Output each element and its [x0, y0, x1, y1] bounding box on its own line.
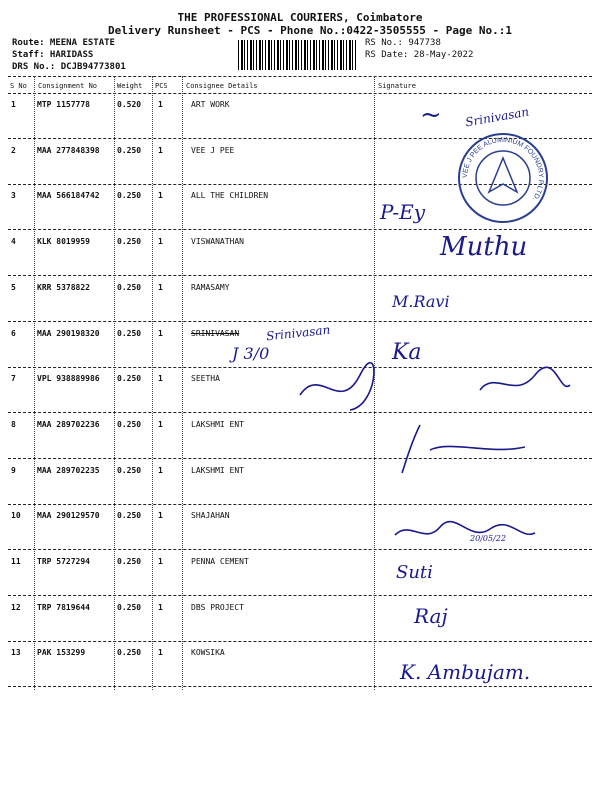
row-separator [8, 229, 592, 230]
company-stamp [455, 130, 551, 226]
route-label: Route: MEENA ESTATE [12, 38, 115, 48]
staff-label: Staff: HARIDASS [12, 50, 94, 60]
row-weight: 0.250 [117, 374, 142, 383]
row-weight: 0.250 [117, 146, 142, 155]
col-header-weight: Weight [117, 82, 143, 90]
handwritten-signature: Ka [392, 340, 422, 365]
drs-number: DRS No.: DCJB94773801 [12, 62, 126, 72]
svg-text:VEE J PEE ALUMINIUM FOUNDRY P. [462, 137, 544, 202]
row-sno: 5 [11, 283, 16, 292]
row-pcs: 1 [158, 420, 163, 429]
row-weight: 0.250 [117, 557, 142, 566]
rs-number: RS No.: 947738 [365, 38, 441, 48]
row-pcs: 1 [158, 557, 163, 566]
row-consignee: ART WORK [191, 100, 230, 109]
row-pcs: 1 [158, 603, 163, 612]
row-consignee: SEETHA [191, 374, 220, 383]
col-divider [114, 76, 115, 690]
row-separator [8, 641, 592, 642]
handwritten-signature: M.Ravi [392, 292, 450, 311]
row-weight: 0.250 [117, 283, 142, 292]
row-weight: 0.250 [117, 466, 142, 475]
row-weight: 0.250 [117, 420, 142, 429]
barcode [238, 40, 356, 70]
row-separator [8, 504, 592, 505]
handwritten-name: Srinivasan [464, 104, 531, 130]
row-pcs: 1 [158, 466, 163, 475]
row-pcs: 1 [158, 511, 163, 520]
handwritten-signature: K. Ambujam. [400, 660, 531, 684]
row-consignment-no: KLK 8019959 [37, 237, 90, 246]
row-pcs: 1 [158, 374, 163, 383]
row-sno: 12 [11, 603, 21, 612]
row-pcs: 1 [158, 283, 163, 292]
signature-mark: ~ [420, 100, 442, 130]
handwritten-note: J 3/0 [232, 344, 270, 363]
row-consignment-no: KRR 5378822 [37, 283, 90, 292]
handwritten-name: Srinivasan [265, 322, 331, 344]
row-consignee: LAKSHMI ENT [191, 466, 244, 475]
document-title: THE PROFESSIONAL COURIERS, Coimbatore [177, 11, 423, 24]
table-top-rule [8, 76, 592, 77]
scribble-signatures [290, 355, 590, 475]
row-consignee: PENNA CEMENT [191, 557, 249, 566]
scribble-signature [390, 515, 540, 555]
row-consignment-no: PAK 153299 [37, 648, 86, 657]
col-divider [182, 76, 183, 690]
row-sno: 13 [11, 648, 21, 657]
row-pcs: 1 [158, 191, 163, 200]
col-header-pcs: PCS [155, 82, 168, 90]
row-consignment-no: MTP 1157778 [37, 100, 90, 109]
row-weight: 0.250 [117, 603, 142, 612]
row-consignment-no: MAA 566184742 [37, 191, 100, 200]
row-consignment-no: TRP 7819644 [37, 603, 90, 612]
row-weight: 0.520 [117, 100, 142, 109]
row-separator [8, 595, 592, 596]
col-header-signature: Signature [378, 82, 416, 90]
row-consignment-no: MAA 290198320 [37, 329, 100, 338]
handwritten-signature: Suti [396, 562, 433, 583]
col-header-consignment: Consignment No [38, 82, 98, 90]
handwritten-signature: Muthu [440, 232, 528, 262]
row-sno: 1 [11, 100, 16, 109]
row-consignee: ALL THE CHILDREN [191, 191, 269, 200]
row-pcs: 1 [158, 146, 163, 155]
row-consignment-no: MAA 277848398 [37, 146, 100, 155]
row-consignee: RAMASAMY [191, 283, 230, 292]
row-consignee: DBS PROJECT [191, 603, 244, 612]
handwritten-date: 20/05/22 [470, 534, 506, 543]
row-sno: 8 [11, 420, 16, 429]
row-sno: 10 [11, 511, 21, 520]
row-pcs: 1 [158, 648, 163, 657]
document-subtitle: Delivery Runsheet - PCS - Phone No.:0422-3505555 - Page No.:1 [108, 24, 512, 37]
row-sno: 7 [11, 374, 16, 383]
row-sno: 6 [11, 329, 16, 338]
rs-date: RS Date: 28-May-2022 [365, 50, 474, 60]
row-sno: 2 [11, 146, 16, 155]
row-consignment-no: TRP 5727294 [37, 557, 90, 566]
row-sno: 11 [11, 557, 21, 566]
row-consignment-no: VPL 938889986 [37, 374, 100, 383]
row-consignee: SHAJAHAN [191, 511, 230, 520]
row-sno: 4 [11, 237, 16, 246]
row-pcs: 1 [158, 237, 163, 246]
row-sno: 9 [11, 466, 16, 475]
row-consignee: VEE J PEE [191, 146, 235, 155]
row-weight: 0.250 [117, 511, 142, 520]
row-consignment-no: MAA 289702236 [37, 420, 100, 429]
row-weight: 0.250 [117, 237, 142, 246]
row-separator [8, 321, 592, 322]
row-sno: 3 [11, 191, 16, 200]
col-header-consignee: Consignee Details [186, 82, 258, 90]
row-pcs: 1 [158, 329, 163, 338]
handwritten-signature: P-Ey [380, 200, 426, 224]
row-consignment-no: MAA 290129570 [37, 511, 100, 520]
row-consignee: KOWSIKA [191, 648, 225, 657]
row-consignee: SRINIVASAN [191, 329, 240, 338]
handwritten-signature: Raj [414, 604, 448, 628]
col-divider [152, 76, 153, 690]
row-weight: 0.250 [117, 329, 142, 338]
col-divider [34, 76, 35, 690]
table-header-rule [8, 93, 592, 94]
row-consignee: VISWANATHAN [191, 237, 244, 246]
row-consignee: LAKSHMI ENT [191, 420, 244, 429]
row-weight: 0.250 [117, 648, 142, 657]
row-pcs: 1 [158, 100, 163, 109]
row-consignment-no: MAA 289702235 [37, 466, 100, 475]
stamp-text: VEE J PEE ALUMINIUM FOUNDRY P.LTD. [461, 136, 545, 202]
row-separator [8, 275, 592, 276]
row-weight: 0.250 [117, 191, 142, 200]
col-header-sno: S No [10, 82, 27, 90]
row-separator [8, 686, 592, 687]
